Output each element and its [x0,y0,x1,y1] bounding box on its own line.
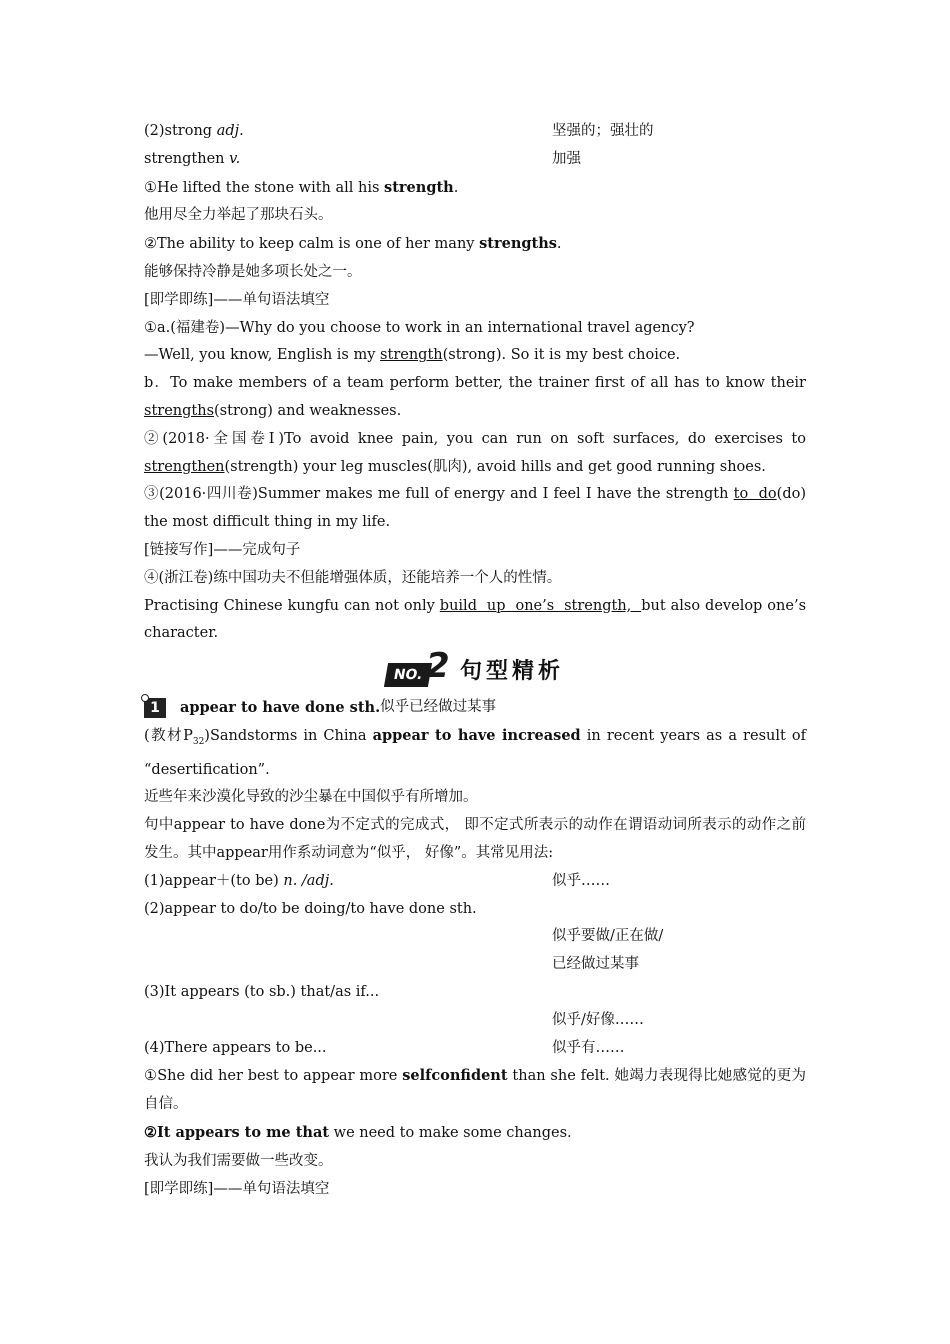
example-translation: 他用尽全力举起了那块石头。 [144,207,333,224]
vocab-pos: adj. [216,123,244,139]
usage-2-meaning: 似乎要做/正在做/ [552,928,664,945]
question-1a-line2: —Well, you know, English is my strength(strong). So it is my best choice. [144,347,681,364]
vocab-derived: strengthen [144,150,230,167]
vocab-derived-pos: v. [229,150,241,167]
document-page [144,118,806,1203]
question-2: ②(2018·全国卷Ⅰ)To avoid knee pain, you can run on soft surfaces, do exercises to strengthen(strength) your leg muscles(肌肉), avoid hills and get good running shoes. [144,430,806,475]
vocab-strong-row [144,118,806,146]
usage-2-meaning: 已经做过某事 [552,956,639,973]
practice-header: [即学即练]——单句语法填空 [144,291,330,308]
vocab-meaning: 坚强的；强壮的 [552,123,654,139]
answer-blank: strengthen [144,458,225,475]
practice-header: [即学即练]——单句语法填空 [144,1180,330,1197]
example-sentence: ①He lifted the stone with all his strength. [144,178,459,196]
vocab-word: (2)strong [144,123,217,139]
vocab-strengthen-row [144,146,806,174]
question-3: ③(2016·四川卷)Summer makes me full of energy and I feel I have the strength to do(do) the most difficult thing in my life. [144,486,806,531]
answer-blank: build up one’s strength, [439,597,642,614]
usage-4: (4)There appears to be... 似乎有…… [144,1039,625,1056]
writing-header: [链接写作]——完成句子 [144,541,301,558]
usage-3-meaning: 似乎/好像…… [552,1011,644,1028]
answer-blank: strengths [144,402,215,419]
example-translation: 我认为我们需要做一些改变。 [144,1152,333,1169]
section-title: 句型精析 [459,659,564,685]
textbook-sentence: (教材$P_{32})Sandstorms$ in China appear to have increased in recent years as a result of “desertification”. [144,726,806,778]
question-1b: b．To make members of a team perform better, the trainer first of all has to know their strengths(strong) and weaknesses. [144,375,806,419]
example-translation: 能够保持冷静是她多项长处之一。 [144,263,362,280]
point-number-icon: 1 [144,698,166,718]
question-1a-line1: ①a.(福建卷)—Why do you choose to work in an international travel agency? [144,319,695,336]
question-4: Practising Chinese kungfu can not only build up one’s strength, but also develop one’s character. [144,597,807,642]
example-sentence: ①She did her best to appear more selfconfident than she felt. 她竭力表现得比她感觉的更为自信。 [144,1067,807,1113]
usage-3: (3)It appears (to sb.) that/as if... [144,984,380,1000]
example-sentence: ②It appears to me that we need to make some changes. [144,1123,572,1141]
answer-blank: strength [380,347,443,364]
usage-2: (2)appear to do/to be doing/to have done sth. [144,900,477,917]
section-badge: NO. 2 [386,657,450,687]
grammar-explanation: 句中appear to have done为不定式的完成式， 即不定式所表示的动作在谓语动词所表示的动作之前发生。其中appear用作系动词意为“似乎， 好像”。其常见用法: [144,817,806,862]
example-sentence: ②The ability to keep calm is one of her many strengths. [144,235,562,253]
textbook-translation: 近些年来沙漠化导致的沙尘暴在中国似乎有所增加。 [144,789,478,806]
usage-1: (1)appear＋(to be) n. /adj. 似乎…… [144,872,610,889]
section-heading [144,646,806,692]
question-4-chinese: ④(浙江卷)练中国功夫不但能增强体质，还能培养一个人的性情。 [144,569,562,586]
vocab-derived-meaning: 加强 [552,150,581,167]
answer-blank: to do [733,486,777,503]
point-title: 1 appear to have done sth. 似乎已经做过某事 [144,694,806,722]
